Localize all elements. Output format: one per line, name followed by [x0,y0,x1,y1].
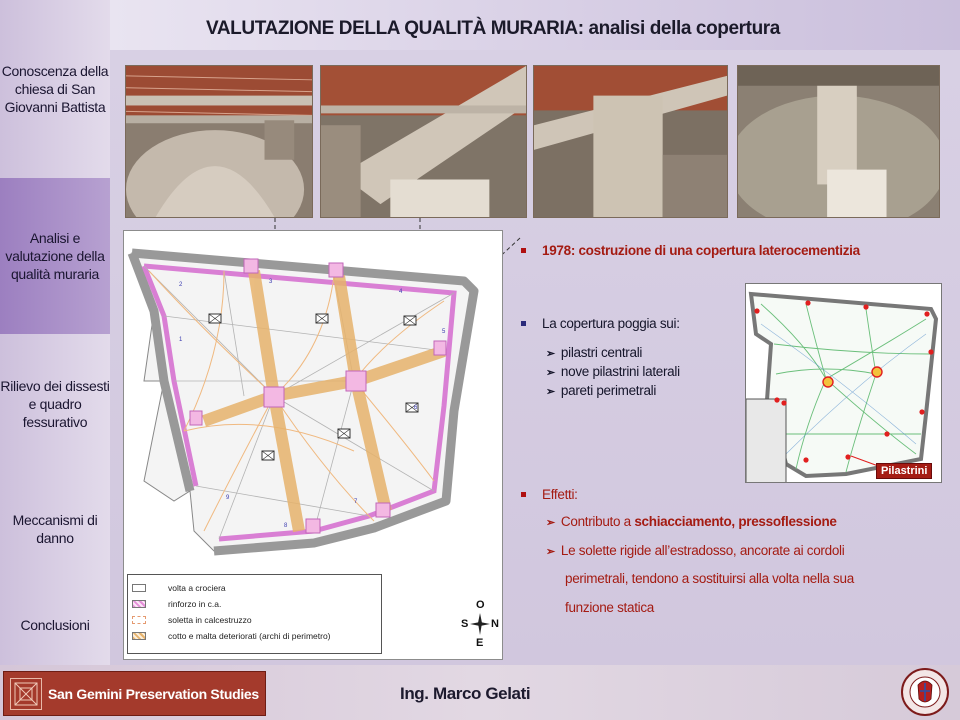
pilastrini-label: Pilastrini [876,463,932,479]
bullet-text: 1978: costruzione di una copertura laterocementizia [542,243,860,258]
bullet-text: La copertura poggia sui: [542,316,680,331]
legend-label: rinforzo in c.a. [168,599,222,609]
brick-mortar-legend-icon [132,632,146,640]
chevron-right-icon: ➢ [546,348,555,360]
university-seal-icon [898,667,952,717]
legend-row [132,598,221,610]
sidebar-item-conclusioni[interactable]: Conclusioni [20,616,90,633]
reinforcement-legend-icon [132,600,146,608]
sidebar-item-conoscenza[interactable]: Conoscenza della chiesa di San Giovanni Battista [1,63,109,115]
logo-text: San Gemini Preservation Studies [48,685,259,702]
room-number: 8 [284,523,288,529]
effect-emphasis: schiacciamento, pressoflessione [634,514,837,529]
room-number: 9 [226,495,230,501]
title-rest: analisi della copertura [583,18,780,39]
effect-text: Contributo a [560,514,635,529]
pilaster-inset-plan [745,283,942,483]
compass-west-label: S [461,618,469,630]
room-number: 3 [269,279,273,285]
support-text: pareti perimetrali [560,383,657,398]
effect-item [546,514,837,529]
chevron-right-icon: ➢ [546,367,555,379]
support-item [546,345,642,360]
legend-label: cotto e malta deteriorati (archi di perimetro) [168,631,331,641]
compass-north-label: O [476,599,485,611]
chevron-right-icon: ➢ [546,517,555,529]
bullet-text: Effetti: [542,487,578,502]
compass-icon [470,613,490,635]
slab-legend-icon [132,616,146,624]
chevron-right-icon: ➢ [546,386,555,398]
chevron-right-icon: ➢ [546,546,555,558]
bullet-icon [521,248,526,253]
compass-south-label: E [476,637,484,649]
room-number: 4 [399,289,403,295]
bullet-effects [521,487,578,502]
legend-row [132,582,226,594]
author-name: Ing. Marco Gelati [400,684,531,703]
room-number: 2 [179,282,183,288]
room-number: 1 [179,337,183,343]
sgps-logo [3,671,266,716]
support-text: nove pilastrini laterali [560,364,680,379]
legend-row [132,614,252,626]
effect-text-continued: perimetrali, tendono a sostituirsi alla volta nella sua [565,571,854,586]
vault-legend-icon [132,584,146,592]
effect-text: Le solette rigide all’estradosso, ancorate ai cordoli [560,543,845,558]
compass-east-label: N [491,618,499,630]
bullet-supports [521,316,680,331]
roof-plan [123,230,503,660]
effect-item [546,543,844,558]
legend-row [132,630,331,642]
room-number: 5 [442,329,446,335]
sidebar-item-analisi[interactable]: Analisi e valutazione della qualità muraria [0,178,110,334]
sgps-emblem-icon [10,678,42,710]
title-bold: VALUTAZIONE DELLA QUALITÀ MURARIA: [206,18,584,39]
bullet-roof-1978 [521,243,860,258]
legend-label: soletta in calcestruzzo [168,615,252,625]
room-number: 7 [354,499,358,505]
support-text: pilastri centrali [560,345,643,360]
support-item [546,364,680,379]
legend-label: volta a crociera [168,583,226,593]
sidebar-item-meccanismi[interactable]: Meccanismi di danno [12,512,98,546]
inset-drawing [746,284,942,483]
support-item [546,383,656,398]
plan-drawing [124,231,502,571]
plan-legend [127,574,382,654]
effect-text-continued: funzione statica [565,600,655,615]
bullet-icon [521,321,526,326]
room-number: 6 [414,405,418,411]
bullet-icon [521,492,526,497]
sidebar-item-rilievo[interactable]: Rilievo dei dissesti e quadro fessurativo [0,378,110,430]
compass-rose [459,599,503,651]
